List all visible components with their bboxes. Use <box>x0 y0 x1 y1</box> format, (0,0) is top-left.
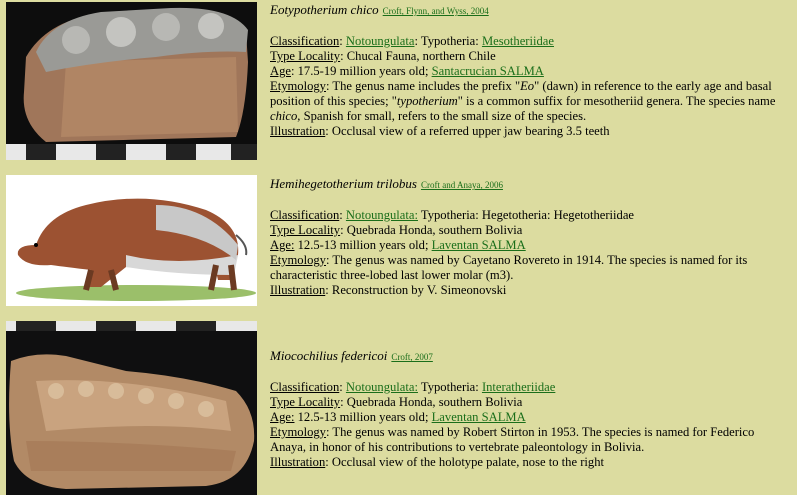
reference-link[interactable]: Croft, 2007 <box>391 352 433 362</box>
etymology-line: Etymology: The genus was named by Cayetano Rovereto in 1914. The species is named for its characteristic three-lobed last lower molar (m3). <box>270 253 748 282</box>
notoungulata-link[interactable]: Notoungulata <box>345 34 415 48</box>
species-description <box>270 2 790 139</box>
fossil-jaw-image <box>6 2 257 160</box>
salma-link[interactable]: Santacrucian SALMA <box>431 64 544 78</box>
species-name: Hemihegetotherium trilobus <box>270 176 417 191</box>
classification-line: Classification: Notoungulata: Typotheria: Hegetotheria: Hegetotheriidae <box>270 208 635 222</box>
animal-reconstruction-image <box>6 175 257 306</box>
etymology-line: Etymology: The genus was named by Robert Stirton in 1953. The species is named for Federico Anaya, in honor of his contributions to vertebrate paleontology in Bolivia. <box>270 425 755 454</box>
notoungulata-link[interactable]: Notoungulata: <box>345 208 418 222</box>
species-description <box>270 348 790 470</box>
species-description <box>270 176 790 298</box>
reference-link[interactable]: Croft, Flynn, and Wyss, 2004 <box>382 6 489 16</box>
fossil-palate-image <box>6 321 257 495</box>
etymology-line: Etymology: The genus name includes the prefix "Eo" (dawn) in reference to the early age and basal position of this species; "typotherium" is a common suffix for mesotheriid genera. The species name chico, Spanish for small, refers to the small size of the species. <box>270 79 776 123</box>
type-locality-line: Type Locality: Quebrada Honda, southern Bolivia <box>270 395 523 409</box>
classification-line: Classification: Notoungulata: Typotheria: Interatheriidae <box>270 380 556 394</box>
type-locality-line: Type Locality: Quebrada Honda, southern Bolivia <box>270 223 523 237</box>
illustration-line: Illustration: Occlusal view of a referred upper jaw bearing 3.5 teeth <box>270 124 610 138</box>
illustration-line: Illustration: Occlusal view of the holotype palate, nose to the right <box>270 455 605 469</box>
interatheriidae-link[interactable]: Interatheriidae <box>481 380 556 394</box>
salma-link[interactable]: Laventan SALMA <box>431 410 526 424</box>
classification-line: Classification: Notoungulata: Typotheria: Mesotheriidae <box>270 34 554 48</box>
type-locality-line: Type Locality: Chucal Fauna, northern Chile <box>270 49 496 63</box>
age-line: Age: 12.5-13 million years old; Laventan SALMA <box>270 238 526 252</box>
species-name: Miocochilius federicoi <box>270 348 388 363</box>
salma-link[interactable]: Laventan SALMA <box>431 238 526 252</box>
mesotheriidae-link[interactable]: Mesotheriidae <box>481 34 554 48</box>
reference-link[interactable]: Croft and Anaya, 2006 <box>420 180 503 190</box>
species-name: Eotypotherium chico <box>270 2 379 17</box>
notoungulata-link[interactable]: Notoungulata: <box>345 380 418 394</box>
illustration-line: Illustration: Reconstruction by V. Simeonovski <box>270 283 507 297</box>
age-line: Age: 17.5-19 million years old; Santacrucian SALMA <box>270 64 544 78</box>
age-line: Age: 12.5-13 million years old; Laventan SALMA <box>270 410 526 424</box>
